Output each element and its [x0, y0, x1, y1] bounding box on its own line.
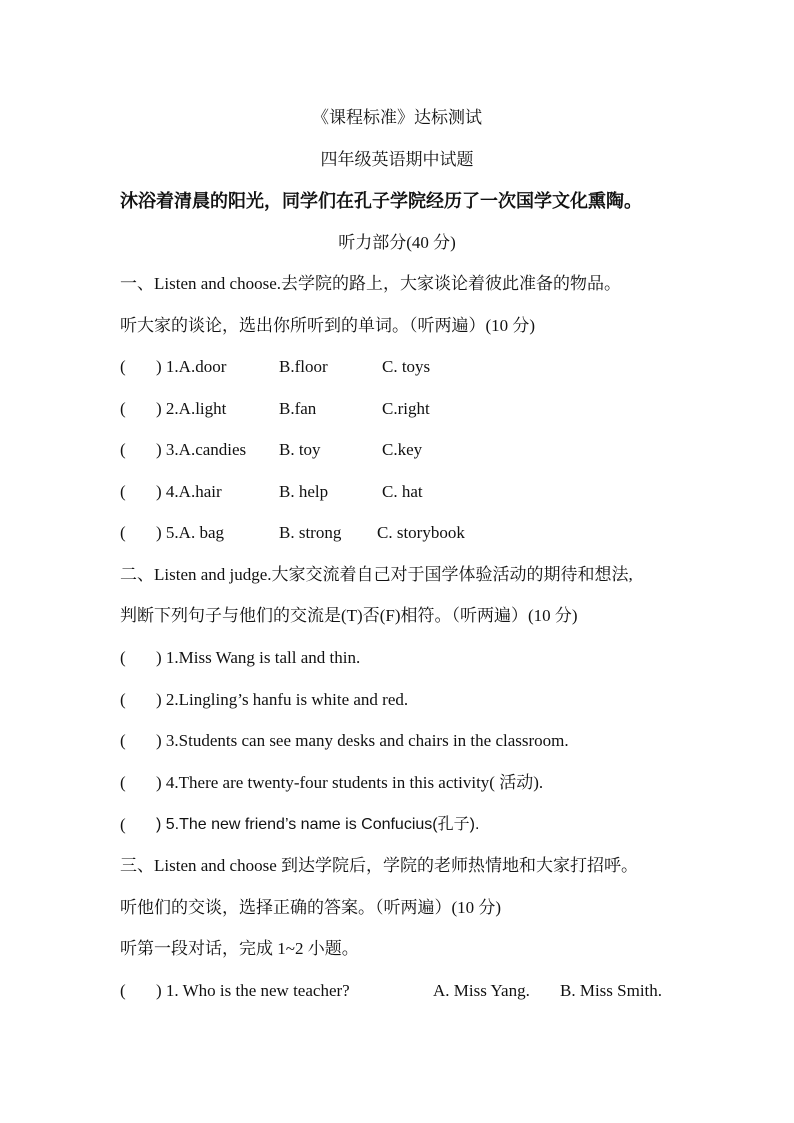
answer-blank[interactable]: (	[120, 440, 126, 459]
statement-text: ) 4.There are twenty-four students in this activity( 活动).	[156, 773, 544, 792]
statement-text: ) 2.Lingling’s hanfu is white and red.	[156, 690, 409, 709]
part3-heading: 三、Listen and choose 到达学院后，学院的老师热情地和大家打招呼。	[120, 856, 638, 875]
intro-text: 沐浴着清晨的阳光，同学们在孔子学院经历了一次国学文化熏陶。	[120, 191, 642, 211]
part1-instruction: 听大家的谈论，选出你所听到的单词。（听两遍）(10 分)	[120, 316, 536, 335]
question-option-c: C. storybook	[377, 523, 465, 542]
exam-title: 《课程标准》达标测试	[312, 108, 482, 127]
statement-text: ) 1.Miss Wang is tall and thin.	[156, 648, 361, 667]
part2-instruction: 判断下列句子与他们的交流是(T)否(F)相符。（听两遍）(10 分)	[120, 606, 578, 625]
exam-subtitle: 四年级英语期中试题	[320, 150, 474, 169]
part2-question-4	[120, 772, 740, 794]
question-option-a: A. Miss Yang.	[433, 981, 530, 1000]
part1-heading: 一、Listen and choose.去学院的路上，大家谈论着彼此准备的物品。	[120, 274, 621, 293]
part2-question-3	[120, 730, 740, 752]
part3-question-1	[120, 980, 740, 1002]
question-text: ) 1. Who is the new teacher?	[156, 981, 350, 1000]
part3-instruction: 听他们的交谈，选择正确的答案。（听两遍）(10 分)	[120, 898, 502, 917]
question-option-a: ) 2.A.light	[156, 399, 227, 418]
statement-text: ) 5.The new friend’s name is Confucius(孔子).	[156, 816, 480, 833]
question-option-a: ) 3.A.candies	[156, 440, 247, 459]
answer-blank[interactable]: (	[120, 981, 126, 1000]
question-option-c: C.right	[382, 399, 430, 418]
part1-question-1	[120, 356, 740, 378]
question-option-b: B. help	[279, 482, 329, 501]
question-option-c: C. toys	[382, 357, 431, 376]
question-option-b: B.floor	[279, 357, 328, 376]
part3-sub-instruction: 听第一段对话，完成 1~2 小题。	[120, 939, 359, 958]
part2-heading: 二、Listen and judge.大家交流着自己对于国学体验活动的期待和想法,	[120, 565, 633, 584]
question-option-b: B. strong	[279, 523, 342, 542]
question-option-c: C.key	[382, 440, 423, 459]
part2-question-2	[120, 689, 740, 711]
answer-blank[interactable]: (	[120, 731, 126, 750]
answer-blank[interactable]: (	[120, 523, 126, 542]
part1-question-2	[120, 398, 740, 420]
question-option-b: B.fan	[279, 399, 317, 418]
answer-blank[interactable]: (	[120, 399, 126, 418]
part2-question-5	[120, 814, 740, 836]
answer-blank[interactable]: (	[120, 815, 126, 834]
answer-blank[interactable]: (	[120, 648, 126, 667]
question-option-a: ) 4.A.hair	[156, 482, 222, 501]
part1-question-5	[120, 522, 740, 544]
answer-blank[interactable]: (	[120, 482, 126, 501]
question-option-b: B. Miss Smith.	[560, 981, 663, 1000]
question-option-a: ) 1.A.door	[156, 357, 227, 376]
answer-blank[interactable]: (	[120, 773, 126, 792]
statement-text: ) 3.Students can see many desks and chairs in the classroom.	[156, 731, 569, 750]
question-option-b: B. toy	[279, 440, 321, 459]
answer-blank[interactable]: (	[120, 690, 126, 709]
answer-blank[interactable]: (	[120, 357, 126, 376]
part1-question-3	[120, 439, 740, 461]
part2-question-1	[120, 647, 740, 669]
section-title: 听力部分(40 分)	[338, 233, 456, 252]
part1-question-4	[120, 481, 740, 503]
question-option-a: ) 5.A. bag	[156, 523, 224, 542]
question-option-c: C. hat	[382, 482, 423, 501]
